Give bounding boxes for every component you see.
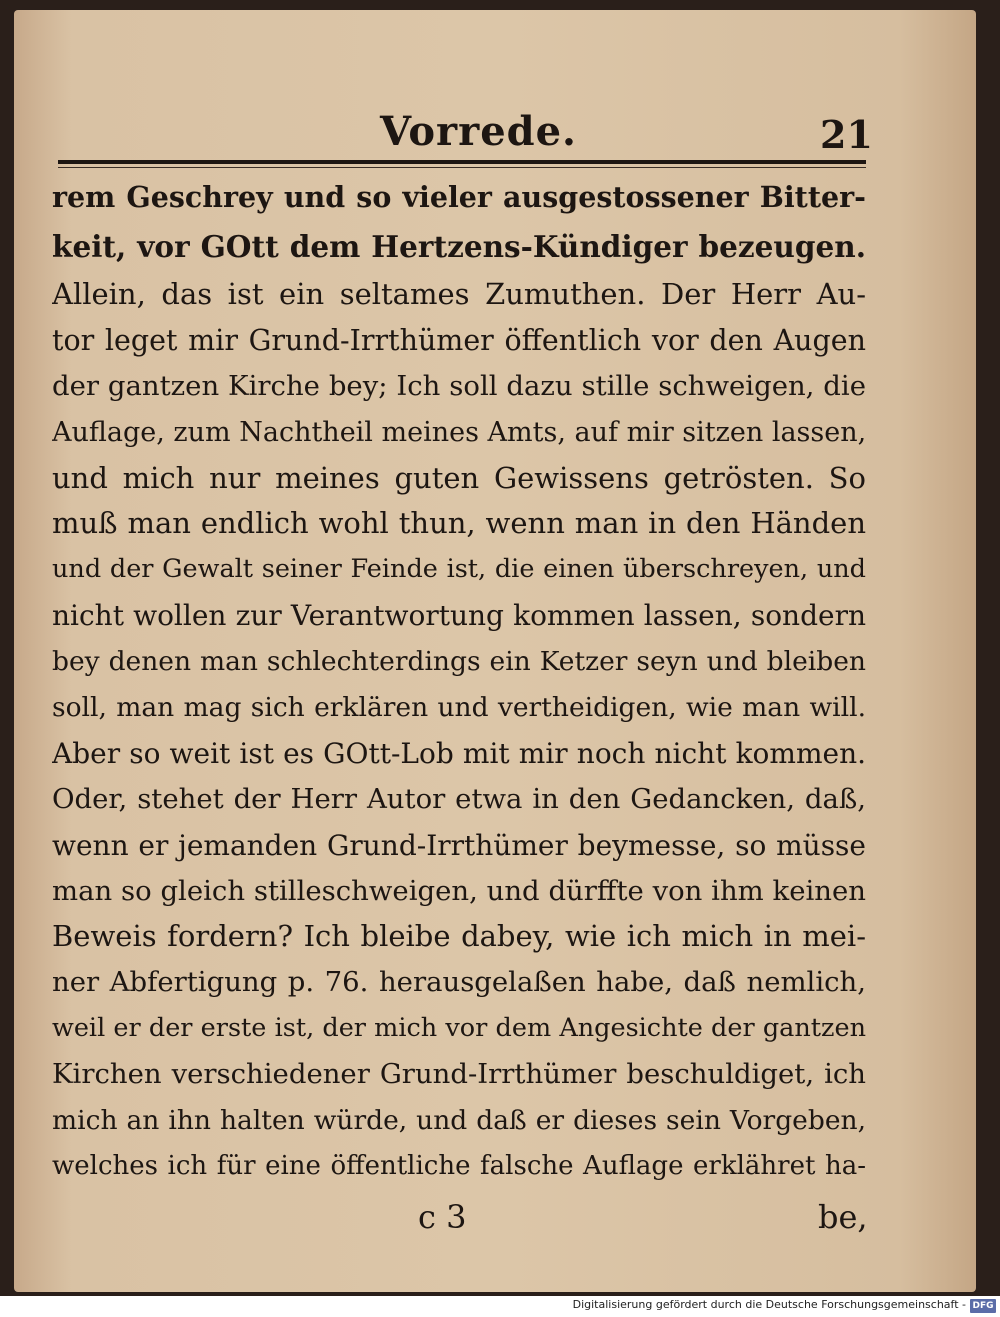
text-line: weil er der erste ist, der mich vor dem Angesichte der gantzen xyxy=(52,1013,866,1044)
text-line: tor leget mir Grund-Irrthümer öffentlich vor den Augen xyxy=(52,323,866,357)
text-line: nicht wollen zur Verantwortung kommen lassen, sondern xyxy=(52,599,866,633)
body-text xyxy=(52,172,866,1190)
dfg-logo: DFG xyxy=(970,1299,996,1313)
text-line: welches ich für eine öffentliche falsche Auflage erklähret ha- xyxy=(52,1150,866,1181)
text-line: Oder, stehet der Herr Autor etwa in den Gedancken, daß, xyxy=(52,782,866,815)
header-rule xyxy=(58,160,866,164)
signature-mark: c 3 xyxy=(418,1198,467,1236)
text-line: keit, vor GOtt dem Hertzens-Kündiger bezeugen. xyxy=(52,229,866,264)
text-line: und der Gewalt seiner Feinde ist, die einen überschreyen, und xyxy=(52,554,866,585)
text-line: ner Abfertigung p. 76. herausgelaßen habe, daß nemlich, xyxy=(52,966,866,999)
text-line: bey denen man schlechterdings ein Ketzer seyn und bleiben xyxy=(52,646,866,678)
text-line: mich an ihn halten würde, und daß er dieses sein Vorgeben, xyxy=(52,1105,866,1137)
text-line: wenn er jemanden Grund-Irrthümer beymesse, so müsse xyxy=(52,828,866,862)
catchword: be, xyxy=(818,1198,868,1236)
text-line: und mich nur meines guten Gewissens getrösten. So xyxy=(52,460,866,495)
page-number: 21 xyxy=(820,112,873,157)
text-line: muß man endlich wohl thun, wenn man in den Händen xyxy=(52,506,866,541)
funding-credit: Digitalisierung gefördert durch die Deutsche Forschungsgemeinschaft - xyxy=(572,1298,966,1311)
footer-bar xyxy=(0,1296,1000,1317)
text-line: Auflage, zum Nachtheil meines Amts, auf mir sitzen lassen, xyxy=(52,416,866,448)
header-rule-thin xyxy=(58,167,866,168)
text-line: der gantzen Kirche bey; Ich soll dazu stille schweigen, die xyxy=(52,369,866,402)
text-line: man so gleich stilleschweigen, und dürffte von ihm keinen xyxy=(52,874,866,907)
text-line: Allein, das ist ein seltames Zumuthen. Der Herr Au- xyxy=(52,277,866,311)
text-line: Kirchen verschiedener Grund-Irrthümer beschuldiget, ich xyxy=(52,1058,866,1091)
text-line: Aber so weit ist es GOtt-Lob mit mir noch nicht kommen. xyxy=(52,736,866,770)
text-line: rem Geschrey und so vieler ausgestossener Bitter- xyxy=(52,180,866,214)
running-head: Vorrede. xyxy=(380,108,577,155)
text-line: soll, man mag sich erklären und vertheidigen, wie man will. xyxy=(52,692,866,724)
text-line: Beweis fordern? Ich bleibe dabey, wie ich mich in mei- xyxy=(52,919,866,954)
